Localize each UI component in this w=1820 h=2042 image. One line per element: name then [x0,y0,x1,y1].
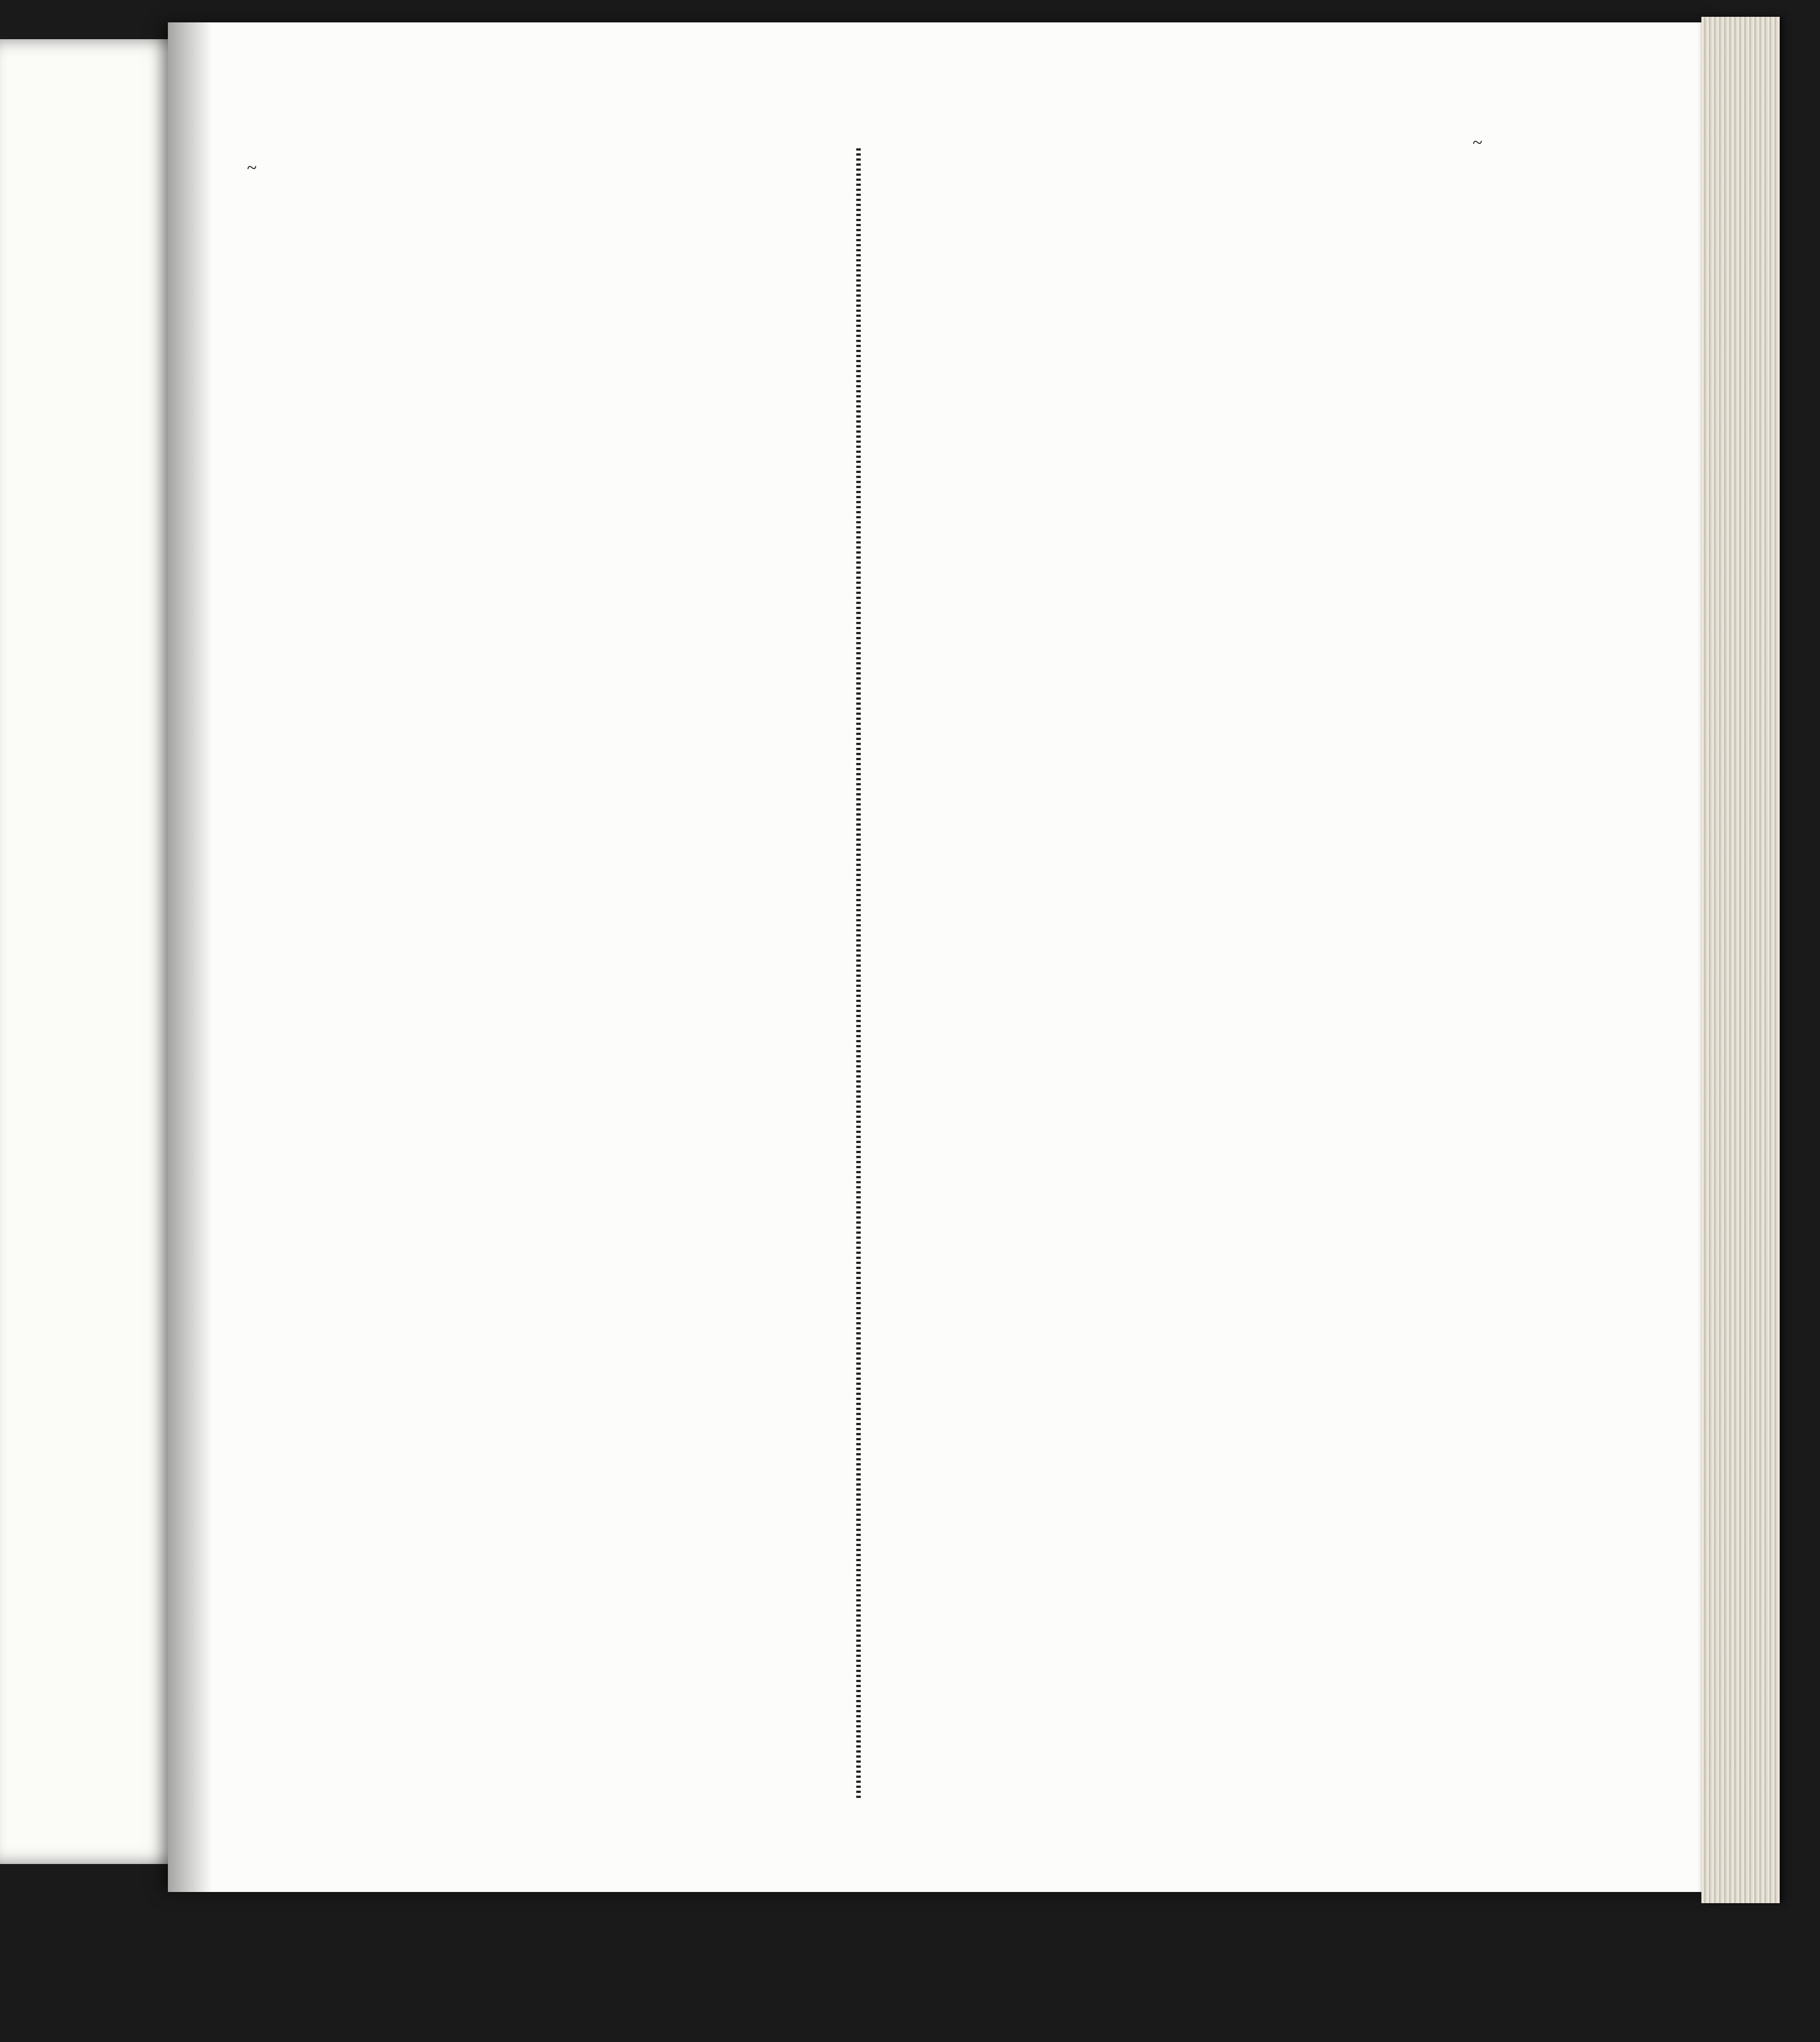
text-column-right [873,132,1447,139]
spine-shadow [168,22,213,1892]
column-divider [856,148,861,1800]
anno-domini-right [1447,132,1508,152]
anno-domini-left [221,157,283,177]
page-edges [1701,17,1780,1903]
main-page [168,22,1713,1892]
left-page [0,39,193,1864]
ornament-swirl: ~ [247,157,257,177]
ornament-swirl: ~ [1472,132,1483,152]
